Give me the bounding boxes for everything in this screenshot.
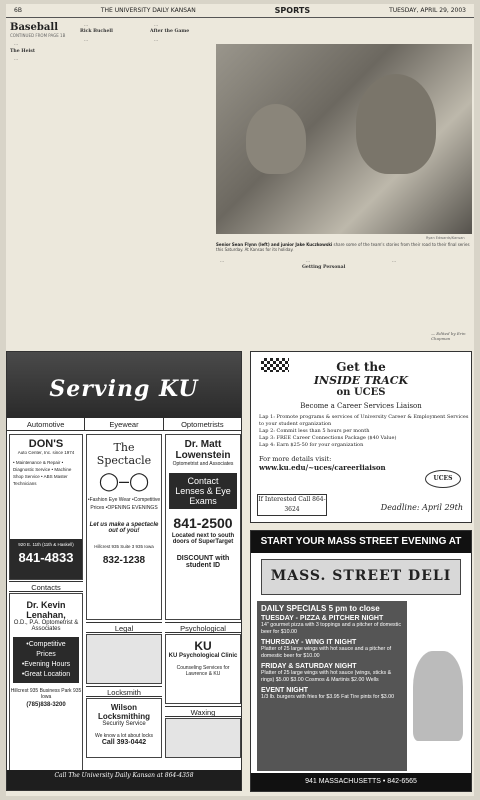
dons-address: 920 E. 11th (11th & Haskell) [18,542,74,547]
lenahan-feature-2: •Evening Hours [21,661,71,668]
category-psychological: Psychological [165,622,241,633]
wilson-name: Wilson Locksmithing [97,703,150,721]
lenahan-features [13,637,79,683]
careers-line-1: Get the [336,360,386,374]
glasses-icon: ◯–◯ [98,471,150,491]
article-column-5: ... Getting Personal [302,258,382,342]
wilson-phone: Call 393-0442 [101,739,147,746]
spectacle-features: •Fashion Eye Wear •Competitive Prices •OPENING EVENINGS [87,497,161,511]
newspaper-page [6,4,474,796]
serving-ku-banner [7,352,241,418]
paper-name: THE UNIVERSITY DAILY KANSAN [100,7,196,14]
contact-lenses-banner: Contact Lenses & Eye Exams [169,473,237,509]
careers-lap-1: Lap 1: Promote programs & services of University Career & Employment Services to your student organization [259,414,469,427]
lowenstein-location: Located next to south doors of SuperTarget [171,533,235,545]
section-title: SPORTS [274,6,311,15]
deli-friday-text: Platter of 25 large wings with hot sauce (wings, sticks & rings) $5.00 $3.00 Cosmos & Martinis $2.00 Wells [261,670,392,683]
photo-person-left [246,104,306,174]
ku-logo: KU [194,639,212,653]
spectacle-address: Hillcrest 935 Suite 3 935 Iowa [94,544,154,549]
subhead-after-game: After the Game [150,29,190,35]
category-locksmith: Locksmith [86,686,162,697]
deli-name: MASS. STREET DELI [270,568,452,584]
legal-ad [86,634,162,684]
lenahan-address: Hillcrest 935 Business Park 935 Iowa [10,688,82,700]
deli-thursday: THURSDAY - WING IT NIGHT [261,639,357,646]
caption-names: Senior Sean Flynn (left) and junior Jake Kuczkowski [216,242,333,247]
lowenstein-sub: Optometrist and Associates [172,461,234,467]
careers-lap-3: Lap 3: FREE Career Connections Package ($40 Value) [259,435,397,441]
editor-credit: — Edited by Erin Chapman [431,331,466,341]
dons-sub: Auto Center, Inc. since 1974 [17,450,75,455]
careers-more-details: For more details visit: [259,455,332,463]
category-eyewear: Eyewear [85,418,163,430]
mass-street-deli-ad [250,530,472,792]
deli-top-banner: START YOUR MASS STREET EVENING AT [251,531,471,553]
wilson-tagline: We know a lot about locks [95,733,153,739]
waxing-ad [165,718,241,758]
dons-phone-box [10,539,82,579]
spectacle-name: The Spectacle [96,441,152,467]
wilson-ad [86,698,162,758]
deli-logo [261,559,461,595]
careers-deadline: Deadline: April 29th [380,503,463,512]
category-automotive: Automotive [7,418,85,430]
lenahan-ad [9,593,83,771]
careers-line-3: on UCES [336,387,386,398]
careers-lap-4: Lap 4: Earn $25-50 for your organization [259,442,364,448]
lenahan-sub: O.D., P.A. Optometrist & Associates [13,620,79,632]
deli-event-text: 1/3 lb. burgers with fries for $3.95 Fat Tire pints for $3.00 [261,694,395,700]
subhead-buchell: Rick Buchell [80,29,113,35]
uces-careers-ad [250,351,472,523]
dons-name: DON'S [28,438,64,450]
deli-cartoon-figure [413,651,463,741]
lenahan-feature-1: •Competitive Prices [26,641,66,658]
spectacle-tagline: Let us make a spectacle out of you! [89,522,159,534]
lowenstein-discount: DISCOUNT with student ID [176,555,230,569]
deli-thursday-text: Platter of 25 large wings with hot sauce and a pitcher of domestic beer for $10.00 [261,646,392,659]
careers-subtitle: Become a Career Services Liaison [300,402,422,410]
careers-lap-2: Lap 2: Commit less than 5 hours per month [259,428,370,434]
deli-friday: FRIDAY & SATURDAY NIGHT [261,663,357,670]
article-column-2: ... Rick Buchell ... [80,22,146,348]
subhead-getting-personal: Getting Personal [302,265,346,271]
spectacle-phone: 832-1238 [102,555,146,566]
careers-laps [251,414,471,449]
serving-ku-ad [6,351,242,791]
ku-psych-name: KU Psychological Clinic [168,653,238,659]
lenahan-feature-3: •Great Location [21,671,71,678]
checkered-flag-icon [261,358,289,372]
lowenstein-phone: 841-2500 [173,515,233,531]
article-column-4: ... [220,258,224,263]
article-column-6: ... [392,258,396,263]
caption-text: share some of the team's stories from their road to their final series this Saturday. At Kansas for its holiday. [216,242,470,252]
category-legal: Legal [86,622,162,633]
ku-psych-sub: Counseling Services for Lawrence & KU [176,665,230,677]
article-column-1: Baseball CONTINUED FROM PAGE 1B ... The Heist ... [10,22,76,348]
careers-line-2: INSIDE TRACK [313,374,409,387]
article-headline: Baseball [10,22,58,33]
article-byline: CONTINUED FROM PAGE 1B [10,33,66,38]
article-column-3: ... After the Game ... [150,22,212,348]
deli-address: 941 MASSACHUSETTS • 842-6565 [251,773,471,791]
issue-date: TUESDAY, APRIL 29, 2003 [389,7,466,14]
article-photo [216,44,472,234]
photo-person-right [356,74,436,174]
photo-credit: Ryan Edwards/Kansan [426,236,465,240]
lenahan-phone: (785)838-3200 [26,702,66,708]
dons-services: • Maintenance & Repair • Diagnostic Service • Machine Shop Service • ABS Master Technicians [13,460,72,486]
page-number: 6B [14,7,22,14]
deli-tuesday: TUESDAY - PIZZA & PITCHER NIGHT [261,615,384,622]
ku-psych-ad [165,634,241,704]
uces-logo: UCES [425,470,461,488]
wilson-sub: Security Service [102,721,146,727]
spectacle-ad [86,434,162,620]
photo-caption [216,242,472,252]
deli-tuesday-text: 14" gourmet pizza with 3 toppings and a pitcher of domestic beer for $10.00 [261,622,401,635]
serving-ku-title: Serving KU [49,376,199,402]
category-waxing: Waxing [165,706,241,717]
category-contacts: Contacts [9,581,83,592]
subhead-heist: The Heist [10,48,35,54]
lowenstein-ad [165,434,241,620]
deli-specials-title: DAILY SPECIALS 5 pm to close [261,604,380,613]
lenahan-name: Dr. Kevin Lenahan, [26,600,66,620]
lowenstein-name: Dr. Matt Lowenstein [175,439,231,461]
category-optometrists: Optometrists [181,420,224,429]
dons-phone: 841-4833 [18,550,74,565]
careers-interest-box: If Interested Call 864-3624 [257,494,327,516]
masthead [6,4,474,18]
deli-event: EVENT NIGHT [261,687,309,694]
deli-specials [257,601,407,771]
category-headers [7,418,241,431]
kansan-footer: Call The University Daily Kansan at 864-4358 [7,770,241,790]
dons-ad [9,434,83,580]
careers-url[interactable]: www.ku.edu/~uces/careerliaison [259,463,386,472]
